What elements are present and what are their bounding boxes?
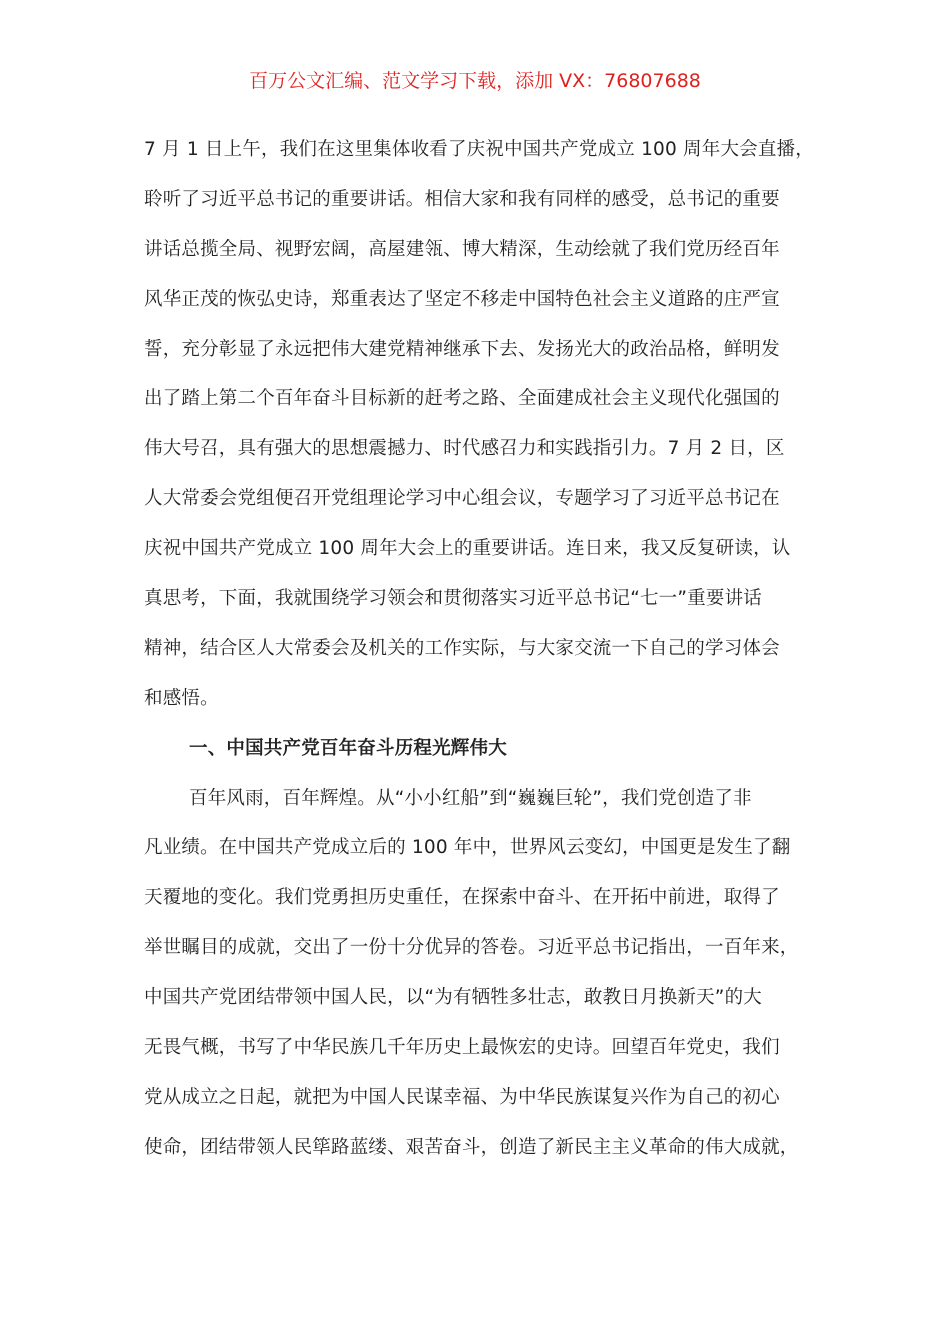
text-line: 使命，团结带领人民筚路蓝缕、艰苦奋斗，创造了新民主主义革命的伟大成就，	[144, 1136, 799, 1158]
section-heading: 一、中国共产党百年奋斗历程光辉伟大	[189, 737, 507, 759]
text-line: 天覆地的变化。我们党勇担历史重任，在探索中奋斗、在开拓中前进，取得了	[144, 887, 780, 909]
text-line: 讲话总揽全局、视野宏阔，高屋建瓴、博大精深，生动绘就了我们党历经百年	[144, 238, 780, 260]
text-line: 中国共产党团结带领中国人民，以“为有牺牲多壮志，敢教日月换新天”的大	[144, 987, 762, 1009]
document-body	[144, 125, 824, 1173]
text-line: 精神，结合区人大常委会及机关的工作实际，与大家交流一下自己的学习体会	[144, 637, 780, 659]
text-line: 风华正茂的恢弘史诗，郑重表达了坚定不移走中国特色社会主义道路的庄严宣	[144, 288, 780, 310]
text-line: 和感悟。	[144, 687, 219, 709]
text-line: 伟大号召，具有强大的思想震撼力、时代感召力和实践指引力。7 月 2 日，区	[144, 438, 785, 460]
text-line: 人大常委会党组便召开党组理论学习中心组会议，专题学习了习近平总书记在	[144, 488, 780, 510]
promo-header: 百万公文汇编、范文学习下载，添加 VX：76807688	[249, 70, 701, 92]
text-line: 聆听了习近平总书记的重要讲话。相信大家和我有同样的感受，总书记的重要	[144, 188, 780, 210]
text-line: 凡业绩。在中国共产党成立后的 100 年中，世界风云变幻，中国更是发生了翻	[144, 837, 791, 859]
text-line: 7 月 1 日上午，我们在这里集体收看了庆祝中国共产党成立 100 周年大会直播，	[144, 139, 814, 160]
text-line: 百年风雨，百年辉煌。从“小小红船”到“巍巍巨轮”，我们党创造了非	[189, 787, 752, 809]
text-line: 无畏气概，书写了中华民族几千年历史上最恢宏的史诗。回望百年党史，我们	[144, 1037, 780, 1059]
text-line: 誓，充分彰显了永远把伟大建党精神继承下去、发扬光大的政治品格，鲜明发	[144, 338, 780, 360]
paragraph-1	[144, 125, 824, 724]
text-line: 真思考，下面，我就围绕学习领会和贯彻落实习近平总书记“七一”重要讲话	[144, 588, 762, 610]
text-line: 庆祝中国共产党成立 100 周年大会上的重要讲话。连日来，我又反复研读，认	[144, 538, 791, 560]
text-line: 党从成立之日起，就把为中国人民谋幸福、为中华民族谋复兴作为自己的初心	[144, 1086, 780, 1108]
text-line: 出了踏上第二个百年奋斗目标新的赶考之路、全面建成社会主义现代化强国的	[144, 388, 780, 410]
paragraph-2	[144, 774, 824, 1173]
text-line: 举世瞩目的成就，交出了一份十分优异的答卷。习近平总书记指出，一百年来，	[144, 937, 799, 959]
